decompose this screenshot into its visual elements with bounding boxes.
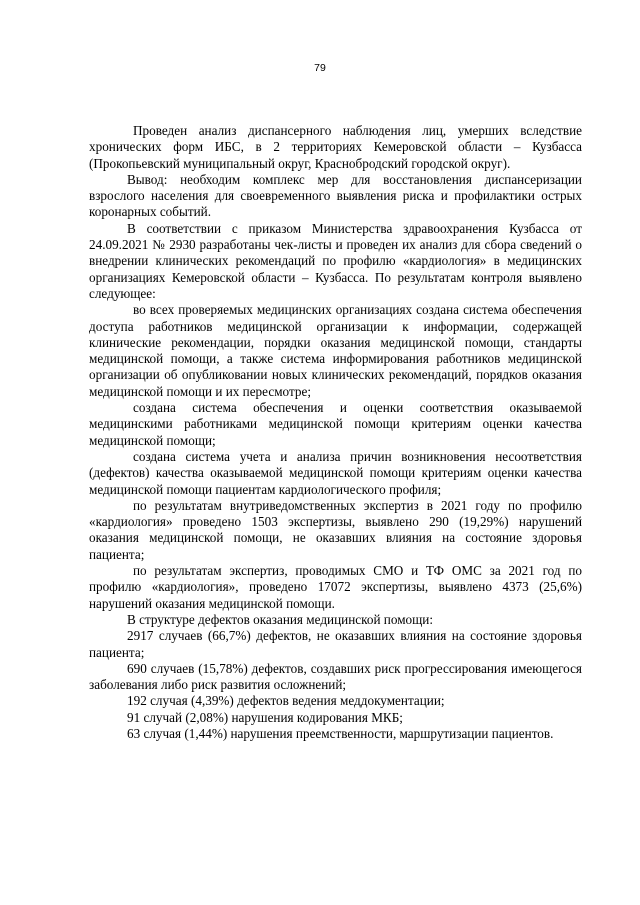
list-item-defect-accounting: создана система учета и анализа причин возникновения несоответствия (дефектов) качества оказываемой медицинской помощи критериям оценки качества медицинской помощи пациентам кардиологического профиля; [89, 448, 582, 497]
list-item-smo-expertise: по результатам экспертиз, проводимых СМО и ТФ ОМС за 2021 год по профилю «кардиология», проведено 17072 экспертизы, выявлено 4373 (25,6%) нарушений оказания медицинской помощи. [89, 563, 582, 611]
paragraph-conclusion: Вывод: необходим комплекс мер для восстановления диспансеризации взрослого населения для своевременного выявления риска и профилактики острых коронарных событий. [89, 171, 582, 220]
paragraph-ibs-analysis: Проведен анализ диспансерного наблюдения лиц, умерших вследствие хронических форм ИБС, в 2 территориях Кемеровской области – Кузбасса (Прокопьевский муниципальный округ, Краснобродский городской округ). [89, 123, 582, 171]
defect-item-documentation: 192 случая (4,39%) дефектов ведения меддокументации; [127, 693, 445, 709]
defect-item-continuity-routing: 63 случая (1,44%) нарушения преемственности, маршрутизации пациентов. [127, 725, 554, 741]
paragraph-order-checklists: В соответствии с приказом Министерства здравоохранения Кузбасса от 24.09.2021 № 2930 разработаны чек-листы и проведен их анализ для сбора сведений о внедрении клинических рекомендаций по профилю «кардиология» в медицинских организациях Кемеровской области – Кузбасса. По результатам контроля выявлено следующее: [89, 220, 582, 301]
list-item-internal-expertise: по результатам внутриведомственных экспертиз в 2021 году по профилю «кардиология» проведено 1503 экспертизы, выявлено 290 (19,29%) нарушений оказания медицинской помощи, не оказавших влияния на состояние здоровья пациента; [89, 497, 582, 562]
list-item-quality-assessment: создана система обеспечения и оценки соответствия оказываемой медицинскими работниками медицинской помощи критериям оценки качества медицинской помощи; [89, 400, 582, 448]
page-number: 79 [314, 62, 326, 74]
paragraph-defect-structure: В структуре дефектов оказания медицинской помощи: [127, 611, 434, 627]
defect-item-no-influence: 2917 случаев (66,7%) дефектов, не оказавших влияния на состояние здоровья пациента; [89, 628, 582, 660]
document-body [89, 123, 582, 742]
list-item-access-system: во всех проверяемых медицинских организациях создана система обеспечения доступа работников медицинской организации к информации, содержащей клинические рекомендации, порядки оказания медицинской помощи, стандарты медицинской помощи, а также система информирования работников медицинской организации об опубликовании новых клинических рекомендаций, порядков оказания медицинской помощи и их пересмотре; [89, 302, 582, 399]
defect-item-progression-risk: 690 случаев (15,78%) дефектов, создавших риск прогрессирования имеющегося заболевания либо риск развития осложнений; [89, 660, 582, 693]
defect-item-icd-coding: 91 случай (2,08%) нарушения кодирования МКБ; [127, 709, 403, 725]
